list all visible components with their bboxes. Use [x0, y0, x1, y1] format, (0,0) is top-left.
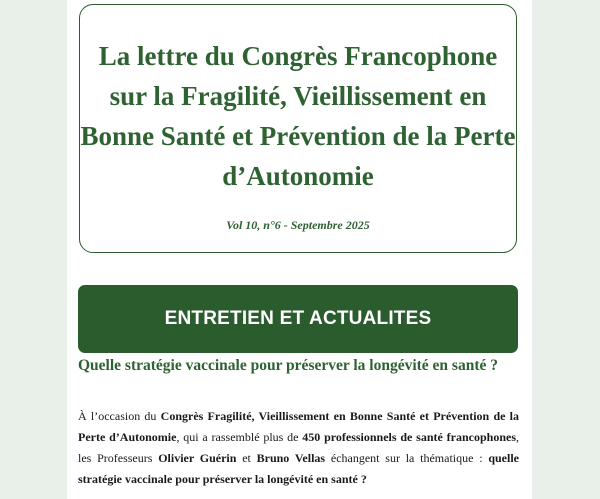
- congress-name: Congrès Fragilité, Vieillissement en Bonne Santé et Prévention de la Perte d’Autonomie: [78, 409, 520, 444]
- professor-vellas: Bruno Vellas: [256, 451, 326, 465]
- intro-text-5: échangent sur la thématique :: [325, 451, 489, 465]
- newsletter-title: La lettre du Congrès Francophone sur la Fragilité, Vieillissement en Bonne Santé et Prévention de la Perte d’Autonomie: [80, 41, 516, 191]
- title-box: [79, 4, 517, 253]
- article-intro: [78, 406, 519, 490]
- intro-text-4: et: [236, 451, 257, 465]
- intro-text-1: À l’occasion du: [78, 409, 161, 423]
- newsletter-page: [67, 0, 532, 499]
- intro-text-3: , les Professeurs: [78, 430, 519, 465]
- theme-highlight: quelle stratégie vaccinale pour préserver la longévité en santé ?: [78, 451, 519, 486]
- section-banner: ENTRETIEN ET ACTUALITES: [78, 285, 518, 353]
- article-heading: Quelle stratégie vaccinale pour préserver la longévité en santé ?: [78, 357, 498, 374]
- professor-guerin: Olivier Guérin: [158, 451, 237, 465]
- issue-label: Vol 10, n°6 - Septembre 2025: [226, 218, 370, 232]
- attendance-highlight: 450 professionnels de santé francophones: [302, 430, 516, 444]
- intro-text-2: , qui a rassemblé plus de: [176, 430, 303, 444]
